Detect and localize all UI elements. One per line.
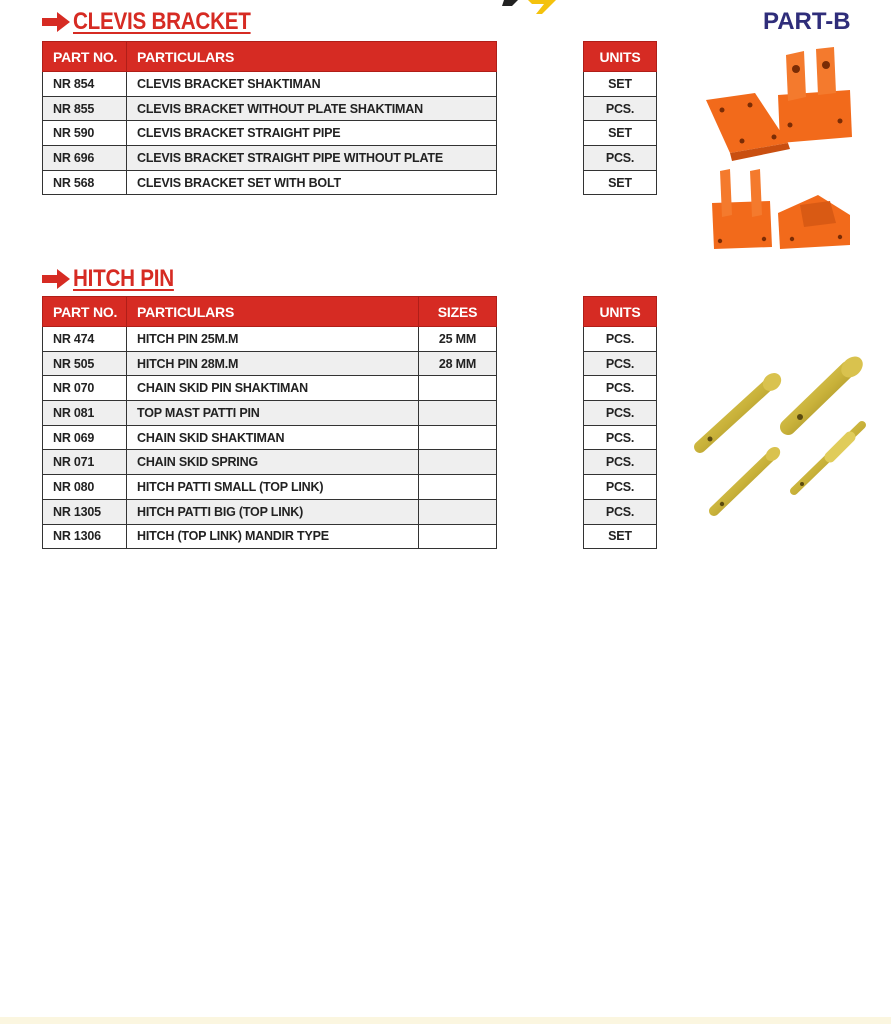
sizes-cell: 28 MM [419, 351, 497, 376]
logo-fragment [498, 0, 558, 14]
table-row [43, 401, 497, 426]
units-cell: PCS. [584, 351, 657, 376]
bracket-plate-shape [706, 93, 790, 161]
header-units: UNITS [584, 42, 657, 72]
header-units: UNITS [584, 297, 657, 327]
particulars-cell: HITCH PATTI BIG (TOP LINK) [127, 499, 419, 524]
table-row [43, 72, 497, 97]
part-no-cell: NR 069 [43, 425, 127, 450]
particulars-cell: CHAIN SKID SHAKTIMAN [127, 425, 419, 450]
part-no-cell: NR 854 [43, 72, 127, 97]
units-cell: PCS. [584, 327, 657, 352]
sizes-cell [419, 401, 497, 426]
clevis-bracket-units-table [583, 41, 657, 195]
particulars-cell: CHAIN SKID PIN SHAKTIMAN [127, 376, 419, 401]
table-row [584, 96, 657, 121]
table-row [584, 475, 657, 500]
sizes-cell: 25 MM [419, 327, 497, 352]
units-cell: SET [584, 524, 657, 549]
hitch-pin-image [690, 355, 870, 525]
header-particulars: PARTICULARS [127, 297, 419, 327]
particulars-cell: CLEVIS BRACKET SET WITH BOLT [127, 170, 497, 195]
table-row [43, 450, 497, 475]
part-no-cell: NR 080 [43, 475, 127, 500]
particulars-cell: CLEVIS BRACKET WITHOUT PLATE SHAKTIMAN [127, 96, 497, 121]
table-row [43, 425, 497, 450]
table-row [584, 170, 657, 195]
particulars-cell: HITCH PIN 25M.M [127, 327, 419, 352]
table-row [584, 121, 657, 146]
units-cell: PCS. [584, 376, 657, 401]
particulars-cell: TOP MAST PATTI PIN [127, 401, 419, 426]
clevis-bracket-image [700, 45, 860, 255]
pin-shape [700, 369, 785, 447]
hitch-pin-title: HITCH PIN [73, 265, 174, 292]
table-row [43, 524, 497, 549]
particulars-cell: HITCH PIN 28M.M [127, 351, 419, 376]
table-row [43, 327, 497, 352]
bracket-angled-shape [778, 195, 850, 249]
table-row [584, 72, 657, 97]
units-cell: SET [584, 72, 657, 97]
table-row [43, 146, 497, 171]
sizes-cell [419, 475, 497, 500]
part-no-cell: NR 855 [43, 96, 127, 121]
sizes-cell [419, 524, 497, 549]
units-cell: PCS. [584, 499, 657, 524]
arrow-right-icon [42, 269, 70, 289]
table-row [584, 524, 657, 549]
units-cell: PCS. [584, 146, 657, 171]
particulars-cell: HITCH PATTI SMALL (TOP LINK) [127, 475, 419, 500]
clevis-bracket-title: CLEVIS BRACKET [73, 8, 251, 35]
units-cell: SET [584, 121, 657, 146]
part-label: PART-B [763, 8, 851, 35]
table-row [43, 499, 497, 524]
table-row [43, 96, 497, 121]
hitch-pin-heading [42, 265, 190, 293]
arrow-right-icon [42, 12, 70, 32]
part-no-cell: NR 1305 [43, 499, 127, 524]
header-sizes: SIZES [419, 297, 497, 327]
particulars-cell: CLEVIS BRACKET STRAIGHT PIPE WITHOUT PLATE [127, 146, 497, 171]
hitch-pin-units-table [583, 296, 657, 549]
part-no-cell: NR 696 [43, 146, 127, 171]
table-row [584, 327, 657, 352]
part-no-cell: NR 590 [43, 121, 127, 146]
sizes-cell [419, 450, 497, 475]
table-row [584, 401, 657, 426]
table-row [584, 425, 657, 450]
part-no-cell: NR 568 [43, 170, 127, 195]
units-cell: PCS. [584, 450, 657, 475]
part-no-cell: NR 505 [43, 351, 127, 376]
units-cell: PCS. [584, 401, 657, 426]
table-row [584, 146, 657, 171]
particulars-cell: HITCH (TOP LINK) MANDIR TYPE [127, 524, 419, 549]
table-row [584, 351, 657, 376]
sizes-cell [419, 425, 497, 450]
units-cell: SET [584, 170, 657, 195]
header-part-no: PART NO. [43, 297, 127, 327]
part-no-cell: NR 070 [43, 376, 127, 401]
part-no-cell: NR 071 [43, 450, 127, 475]
pin-shape [714, 444, 783, 511]
clevis-bracket-heading [42, 8, 279, 36]
units-cell: PCS. [584, 425, 657, 450]
pin-shape [794, 425, 862, 491]
table-row [43, 351, 497, 376]
bottom-strip [0, 1017, 891, 1024]
particulars-cell: CLEVIS BRACKET STRAIGHT PIPE [127, 121, 497, 146]
header-particulars: PARTICULARS [127, 42, 497, 72]
particulars-cell: CHAIN SKID SPRING [127, 450, 419, 475]
units-cell: PCS. [584, 475, 657, 500]
part-no-cell: NR 1306 [43, 524, 127, 549]
particulars-cell: CLEVIS BRACKET SHAKTIMAN [127, 72, 497, 97]
table-row [584, 499, 657, 524]
hitch-pin-table [42, 296, 497, 549]
sizes-cell [419, 376, 497, 401]
part-no-cell: NR 081 [43, 401, 127, 426]
table-row [584, 376, 657, 401]
sizes-cell [419, 499, 497, 524]
table-row [43, 121, 497, 146]
table-row [43, 475, 497, 500]
bracket-ears-shape [778, 47, 852, 143]
pin-shape [788, 355, 867, 427]
units-cell: PCS. [584, 96, 657, 121]
table-row [43, 376, 497, 401]
table-row [584, 450, 657, 475]
table-row [43, 170, 497, 195]
clevis-bracket-table [42, 41, 497, 195]
bracket-straight-shape [712, 169, 772, 249]
part-no-cell: NR 474 [43, 327, 127, 352]
header-part-no: PART NO. [43, 42, 127, 72]
